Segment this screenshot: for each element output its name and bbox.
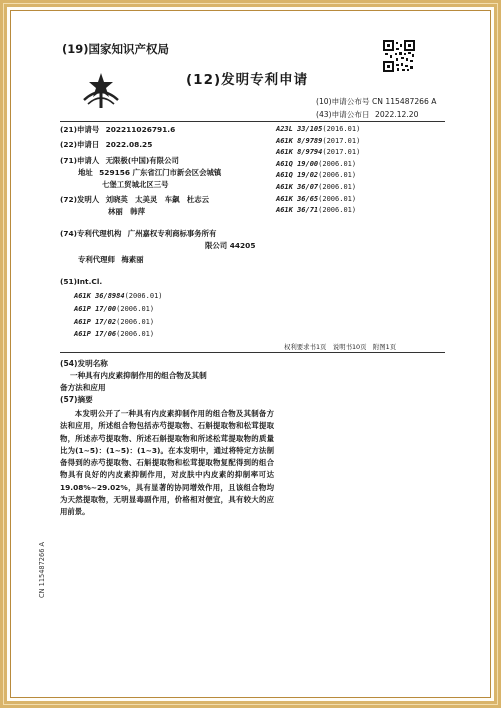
ipc-code: A61K 36/07: [276, 182, 319, 191]
ipc-year: (2006.01): [318, 194, 357, 203]
abstract-label: (57)摘要: [60, 395, 93, 404]
ipc-row: [276, 205, 360, 217]
ipc-classifications-left: [74, 290, 163, 341]
address-row: [60, 167, 255, 179]
ipc-row: [276, 194, 360, 206]
agency-label: (74)专利代理机构: [60, 229, 122, 238]
cnipa-logo-icon: [80, 70, 122, 110]
agency-line-1: 广州嘉权专利商标事务所有: [127, 229, 217, 238]
ipc-year: (2006.01): [116, 317, 155, 326]
bibliographic-block: [60, 124, 255, 288]
inventors-label: (72)发明人: [60, 195, 100, 204]
application-date-row: [60, 139, 255, 151]
applicant: 无限极(中国)有限公司: [105, 156, 179, 165]
ipc-code: A61K 36/71: [276, 206, 319, 215]
ipc-year: (2006.01): [318, 171, 357, 180]
applicant-row: [60, 155, 255, 167]
ipc-code: A61Q 19/00: [276, 159, 319, 168]
inventors-row-2: [60, 206, 255, 218]
ipc-row: [74, 303, 163, 316]
ipc-code: A61K 36/65: [276, 194, 319, 203]
page-count-line: 权利要求书1页 说明书10页 附图1页: [284, 343, 397, 351]
ipc-row: [276, 159, 360, 171]
ipc-year: (2017.01): [322, 136, 361, 145]
inventors-line-1: 刘晓英 太美灵 车飙 杜志云: [105, 195, 210, 204]
application-number-row: [60, 124, 255, 136]
document-type-heading: (12)发明专利申请: [186, 72, 309, 88]
ipc-code: A61P 17/06: [74, 330, 117, 339]
ipc-row: [276, 124, 360, 136]
publication-date: [316, 109, 418, 120]
ipc-year: (2006.01): [116, 304, 155, 313]
ipc-code: A61K 8/9789: [276, 136, 323, 145]
ipc-year: (2006.01): [116, 330, 155, 339]
int-cl-row: [60, 276, 255, 288]
application-number-label: (21)申请号: [60, 125, 100, 134]
ipc-row: [276, 147, 360, 159]
ipc-row: [74, 328, 163, 341]
agency-row: [60, 228, 255, 240]
ipc-code: A23L 33/105: [276, 125, 323, 133]
agency-row-2: [60, 240, 255, 252]
ipc-row: [276, 170, 360, 182]
office-name: (19)国家知识产权局: [62, 42, 170, 56]
ipc-code: A61P 17/00: [74, 304, 117, 313]
publication-number: (10)申请公布号 CN 115487266 A: [316, 97, 437, 106]
invention-title-label: (54)发明名称: [60, 359, 108, 368]
ipc-year: (2017.01): [322, 148, 361, 157]
agent: 梅素丽: [121, 255, 144, 264]
ipc-year: (2006.01): [318, 206, 357, 215]
ipc-row: [74, 290, 163, 303]
application-number: 202211026791.6: [105, 125, 176, 134]
ipc-row: [276, 182, 360, 194]
inventors-row: [60, 194, 255, 206]
ipc-year: (2016.01): [322, 125, 361, 133]
int-cl-label: (51)Int.Cl.: [60, 277, 103, 286]
inventors-line-2: 林丽 韩萍: [108, 207, 145, 216]
publication-date-value: 2022.12.20: [374, 110, 419, 119]
qr-code-icon: [383, 40, 415, 72]
address-line-1: 529156 广东省江门市新会区会城镇: [99, 168, 222, 177]
ipc-code: A61P 17/02: [74, 317, 117, 326]
ipc-row: [276, 136, 360, 148]
title-block: [60, 358, 207, 406]
application-date: 2022.08.25: [105, 140, 153, 149]
ipc-code: A61K 8/9794: [276, 148, 323, 157]
application-date-label: (22)申请日: [60, 140, 100, 149]
abstract-text: 本发明公开了一种具有内皮素抑制作用的组合物及其制备方法和应用，所述组合物包括赤芍提取物、石斛提取物和松茸提取物，所述赤芍提取物、所述石斛提取物和所述松茸提取物的质量比为(1~5)：(1~5)：(1~3)。在本发明中，通过将特定方法制备得到的赤芍提取物、石斛提取物和松茸提取物复配得到的组合物具有良好的内皮素抑制作用，对皮肤中内皮素的抑制率可达19.08%~29.02%，具有显著的协同增效作用，且该组合物均为天然提取物，无明显毒副作用，价格相对便宜，具有较大的应用前景。: [60, 409, 274, 517]
ipc-year: (2006.01): [318, 182, 357, 191]
ipc-row: [74, 316, 163, 329]
ipc-year: (2006.01): [318, 159, 357, 168]
ipc-code: A61Q 19/02: [276, 171, 319, 180]
ipc-year: (2006.01): [124, 292, 163, 300]
applicant-label: (71)申请人: [60, 156, 100, 165]
body-rule: [60, 352, 445, 353]
ipc-code: A61K 36/8984: [74, 292, 125, 300]
invention-title-line-2: 备方法和应用: [60, 383, 106, 392]
address-line-2: 七堡工贸城北区三号: [102, 180, 169, 189]
publication-date-label: (43)申请公布日: [316, 110, 370, 119]
address-row-2: [60, 179, 255, 191]
header-rule: [60, 121, 445, 122]
abstract-body: [60, 408, 274, 519]
agent-row: [60, 254, 255, 266]
invention-title-line-1: 一种具有内皮素抑制作用的组合物及其制: [70, 371, 207, 380]
address-label: 地址: [78, 168, 93, 177]
ipc-classifications-right: [276, 124, 360, 217]
agent-label: 专利代理师: [78, 255, 115, 264]
agency-line-2: 限公司 44205: [205, 241, 256, 250]
side-publication-number: CN 115487266 A: [38, 542, 46, 598]
